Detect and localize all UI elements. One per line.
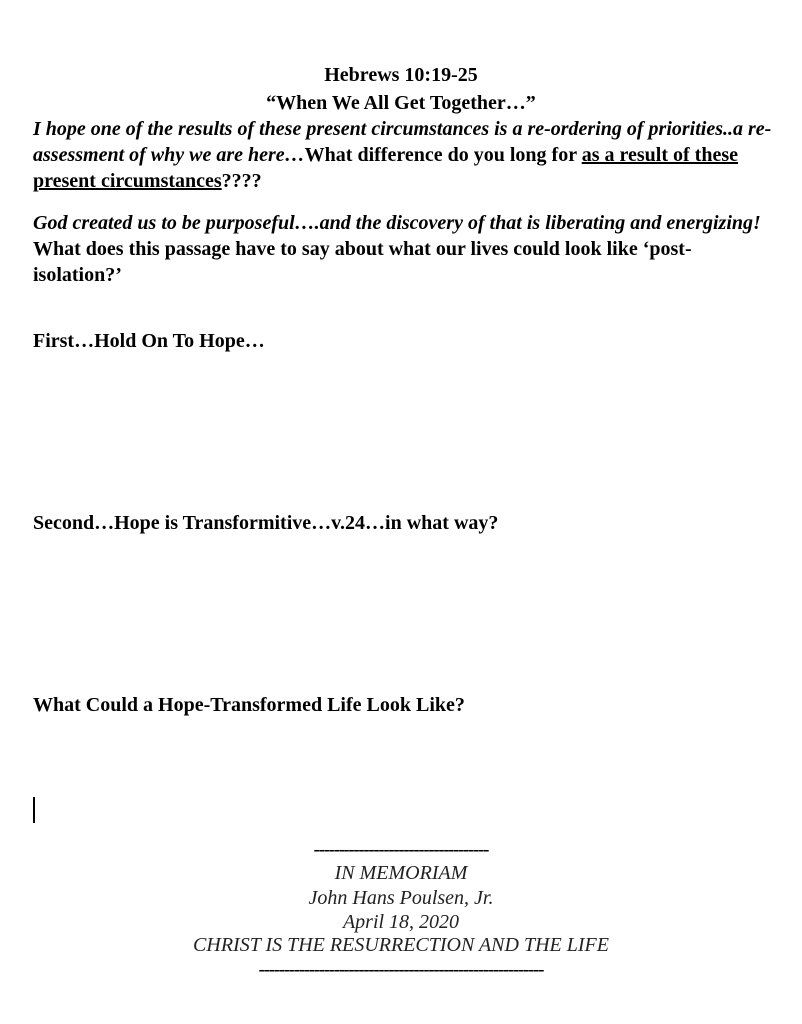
memoriam-divider-top: ----------------------------------- xyxy=(313,839,489,859)
memoriam-divider-bottom: --------------------------------------------------------- xyxy=(258,959,544,979)
point-second: Second…Hope is Transformitive…v.24…in what way? xyxy=(33,512,499,534)
point-first: First…Hold On To Hope… xyxy=(33,330,265,352)
sermon-title: “When We All Get Together…” xyxy=(266,92,536,114)
memoriam-line: CHRIST IS THE RESURRECTION AND THE LIFE xyxy=(193,934,609,956)
memoriam-name: John Hans Poulsen, Jr. xyxy=(308,887,494,909)
intro-end-text: ???? xyxy=(221,170,262,192)
intro-plain-text: What difference do you long for xyxy=(304,144,582,166)
memoriam-heading: IN MEMORIAM xyxy=(334,862,468,884)
purpose-question-text: What does this passage have to say about what our lives could look like ‘post-isolation?’ xyxy=(33,238,692,286)
scripture-reference: Hebrews 10:19-25 xyxy=(324,64,478,86)
point-third: What Could a Hope-Transformed Life Look Like? xyxy=(33,694,465,716)
intro-italic-text: I hope one of the results of these present circumstances is a re-ordering of priorities..a re-assessment of why we are here… xyxy=(33,118,772,166)
intro-underlined-text: as a result of these present circumstances xyxy=(33,144,738,192)
memoriam-date: April 18, 2020 xyxy=(342,911,460,933)
purpose-paragraph xyxy=(33,210,773,288)
text-cursor[interactable] xyxy=(33,797,35,823)
intro-paragraph xyxy=(33,116,773,194)
purpose-italic-text: God created us to be purposeful….and the discovery of that is liberating and energizing! xyxy=(33,212,761,234)
